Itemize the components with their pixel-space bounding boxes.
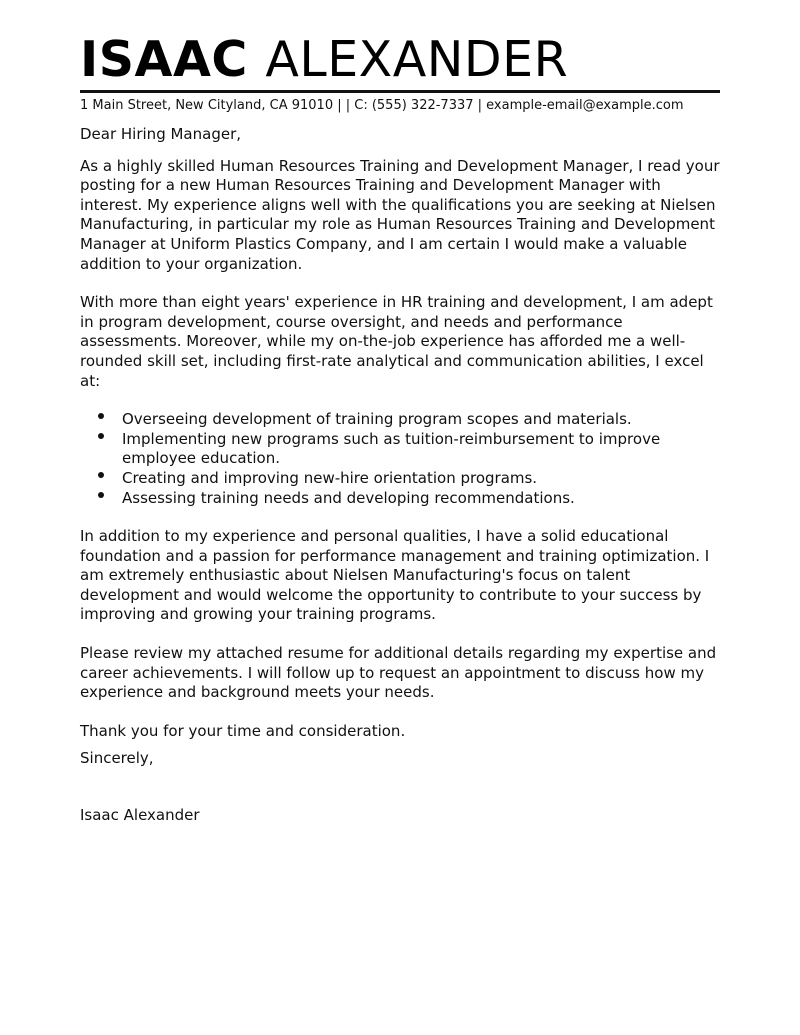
- paragraph-follow-up: Please review my attached resume for additional details regarding my expertise and career achievements. I will follow up to request an appointment to discuss how my experience and background meets your needs.: [80, 644, 717, 702]
- first-name: ISAAC: [80, 31, 248, 88]
- letter-body: [80, 125, 720, 826]
- list-item-text: Implementing new programs such as tuition-reimbursement to improve employee education.: [122, 429, 661, 468]
- paragraph-intro: As a highly skilled Human Resources Training and Development Manager, I read your posting for a new Human Resources Training and Development Manager with interest. My experience aligns well with the qualifications you are seeking at Nielsen Manufacturing, in particular my role as Human Resources Training and Development Manager at Uniform Plastics Company, and I am certain I would make a valuable addition to your organization.: [80, 156, 720, 273]
- sign-off: Sincerely,: [80, 749, 154, 768]
- closing-thanks: Thank you for your time and consideration.: [80, 721, 406, 740]
- list-item-text: Assessing training needs and developing recommendations.: [122, 488, 575, 507]
- header-divider: [80, 90, 720, 93]
- bullet-icon: [98, 472, 104, 478]
- bullet-icon: [98, 492, 104, 498]
- cover-letter-page: [80, 30, 720, 826]
- list-item: [80, 489, 720, 509]
- bullet-icon: [98, 433, 104, 439]
- paragraph-education: In addition to my experience and personal qualities, I have a solid educational foundation and a passion for performance management and training optimization. I am extremely enthusiastic about Nielsen Manufacturing's focus on talent development and would welcome the opportunity to contribute to your success by improving and growing your training programs.: [80, 527, 710, 624]
- bullet-icon: [98, 413, 104, 419]
- applicant-name: [80, 30, 720, 90]
- list-item: [80, 410, 720, 430]
- list-item-text: Creating and improving new-hire orientation programs.: [122, 468, 538, 487]
- list-item: [80, 469, 720, 489]
- skills-list: [80, 410, 720, 508]
- list-item: [80, 430, 720, 469]
- contact-info: 1 Main Street, New Cityland, CA 91010 | | C: (555) 322-7337 | example-email@example.com: [80, 98, 684, 113]
- signature-name: Isaac Alexander: [80, 806, 200, 825]
- list-item-text: Overseeing development of training program scopes and materials.: [122, 410, 632, 429]
- last-name: ALEXANDER: [265, 31, 569, 88]
- paragraph-experience: With more than eight years' experience in HR training and development, I am adept in program development, course oversight, and needs and performance assessments. Moreover, while my on-the-job experience has afforded me a well-rounded skill set, including first-rate analytical and communication abilities, I excel at:: [80, 293, 713, 390]
- salutation: Dear Hiring Manager,: [80, 125, 242, 143]
